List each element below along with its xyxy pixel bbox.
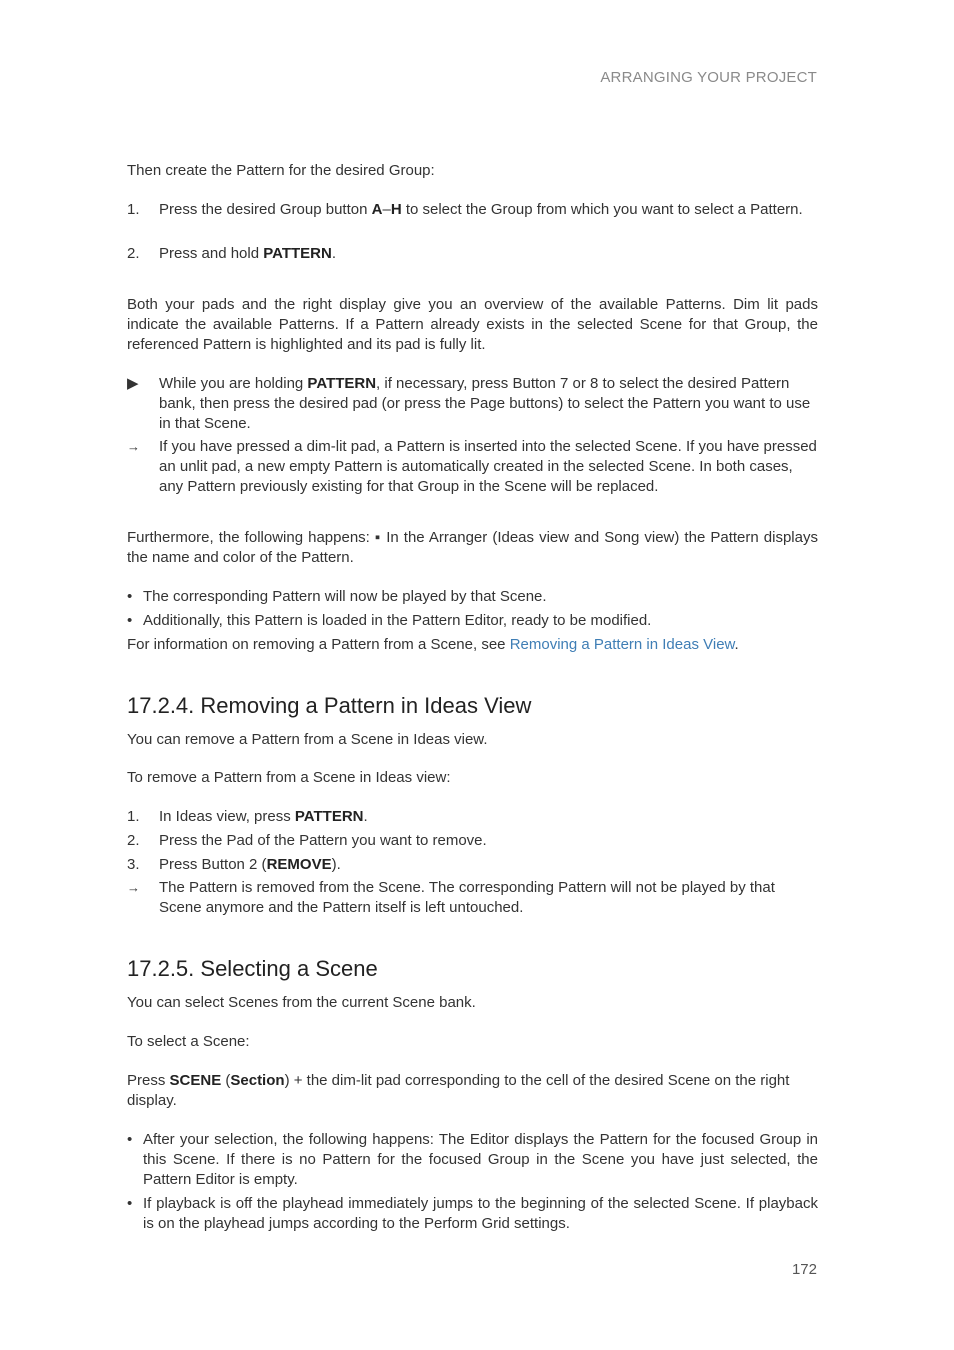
step-1 — [127, 807, 818, 827]
overview-paragraph: Both your pads and the right display give you an overview of the available Patterns. Dim lit pads indicate the available Patterns. If a Pattern already exists in the selected Scene for that Group, the referenced Pattern is highlighted and its pad is fully lit. — [127, 296, 818, 353]
result-arrow-icon: → — [127, 439, 140, 454]
step-number: 1. — [127, 808, 140, 825]
section1-lead: To remove a Pattern from a Scene in Ideas view: — [127, 769, 451, 786]
bullet-text: If playback is off the playhead immediately jumps to the beginning of the selected Scene. If playback is on the playhead jumps according to the Perform Grid settings. — [143, 1195, 818, 1232]
step-text: Press the Pad of the Pattern you want to remove. — [159, 832, 487, 849]
bullet-icon: • — [127, 1195, 133, 1212]
step-text: In Ideas view, press PATTERN. — [159, 808, 368, 825]
section1-intro: You can remove a Pattern from a Scene in Ideas view. — [127, 731, 488, 748]
section2-lead: To select a Scene: — [127, 1033, 250, 1050]
step-2 — [127, 244, 818, 264]
bullet-icon: • — [127, 588, 133, 605]
step-1 — [127, 200, 818, 220]
info-paragraph: For information on removing a Pattern from a Scene, see Removing a Pattern in Ideas View. — [127, 636, 739, 653]
bullet-text: After your selection, the following happens: The Editor displays the Pattern for the focused Group in this Scene. If there is no Pattern for the focused Group in the Scene you have just selected, the Pattern Editor is empty. — [143, 1131, 818, 1188]
step-2 — [127, 831, 818, 851]
furthermore-paragraph: Furthermore, the following happens: ▪ In the Arranger (Ideas view and Song view) the Pattern displays the name and color of the Pattern. — [127, 529, 818, 566]
section-heading-selecting: 17.2.5. Selecting a Scene — [127, 956, 378, 981]
bullet-item — [127, 1130, 818, 1190]
step-text: Press Button 2 (REMOVE). — [159, 856, 341, 873]
result-item — [127, 878, 818, 918]
removing-pattern-link[interactable]: Removing a Pattern in Ideas View — [509, 636, 735, 653]
step-text: Press and hold PATTERN. — [159, 245, 337, 262]
page-number: 172 — [791, 1261, 817, 1278]
bullet-item — [127, 611, 818, 631]
step-number: 1. — [127, 201, 140, 218]
step-text: Press the desired Group button A–H to select the Group from which you want to select a Pattern. — [159, 201, 803, 218]
section2-intro: You can select Scenes from the current Scene bank. — [127, 994, 476, 1011]
intro-text: Then create the Pattern for the desired Group: — [127, 162, 435, 179]
result-text: The Pattern is removed from the Scene. The corresponding Pattern will not be played by that Scene anymore and the Pattern itself is left untouched. — [159, 879, 775, 916]
running-header: ARRANGING YOUR PROJECT — [600, 69, 817, 86]
bullet-text: Additionally, this Pattern is loaded in the Pattern Editor, ready to be modified. — [143, 612, 652, 629]
bullet-item — [127, 1194, 818, 1234]
step-number: 3. — [127, 856, 140, 873]
bullet-text: The corresponding Pattern will now be played by that Scene. — [143, 588, 547, 605]
press-scene-paragraph: Press SCENE (Section) + the dim-lit pad corresponding to the cell of the desired Scene on the right display. — [127, 1072, 790, 1109]
bullet-icon: • — [127, 1131, 133, 1148]
play-arrow-icon: ▶ — [127, 375, 139, 392]
step-number: 2. — [127, 832, 140, 849]
bullet-icon: • — [127, 612, 133, 629]
action-item — [127, 374, 818, 434]
section-heading-removing: 17.2.4. Removing a Pattern in Ideas View — [127, 693, 532, 718]
bullet-item — [127, 587, 818, 607]
result-arrow-icon: → — [127, 880, 140, 895]
result-item — [127, 437, 818, 497]
step-number: 2. — [127, 245, 140, 262]
step-3 — [127, 855, 818, 875]
result-text: If you have pressed a dim-lit pad, a Pattern is inserted into the selected Scene. If you have pressed an unlit pad, a new empty Pattern is automatically created in the selected Scene. In both cases, any Pattern previously existing for that Group in the Scene will be replaced. — [159, 438, 817, 495]
action-text: While you are holding PATTERN, if necessary, press Button 7 or 8 to select the desired Pattern bank, then press the desired pad (or press the Page buttons) to select the Pattern you want to use in that Scene. — [159, 375, 811, 432]
